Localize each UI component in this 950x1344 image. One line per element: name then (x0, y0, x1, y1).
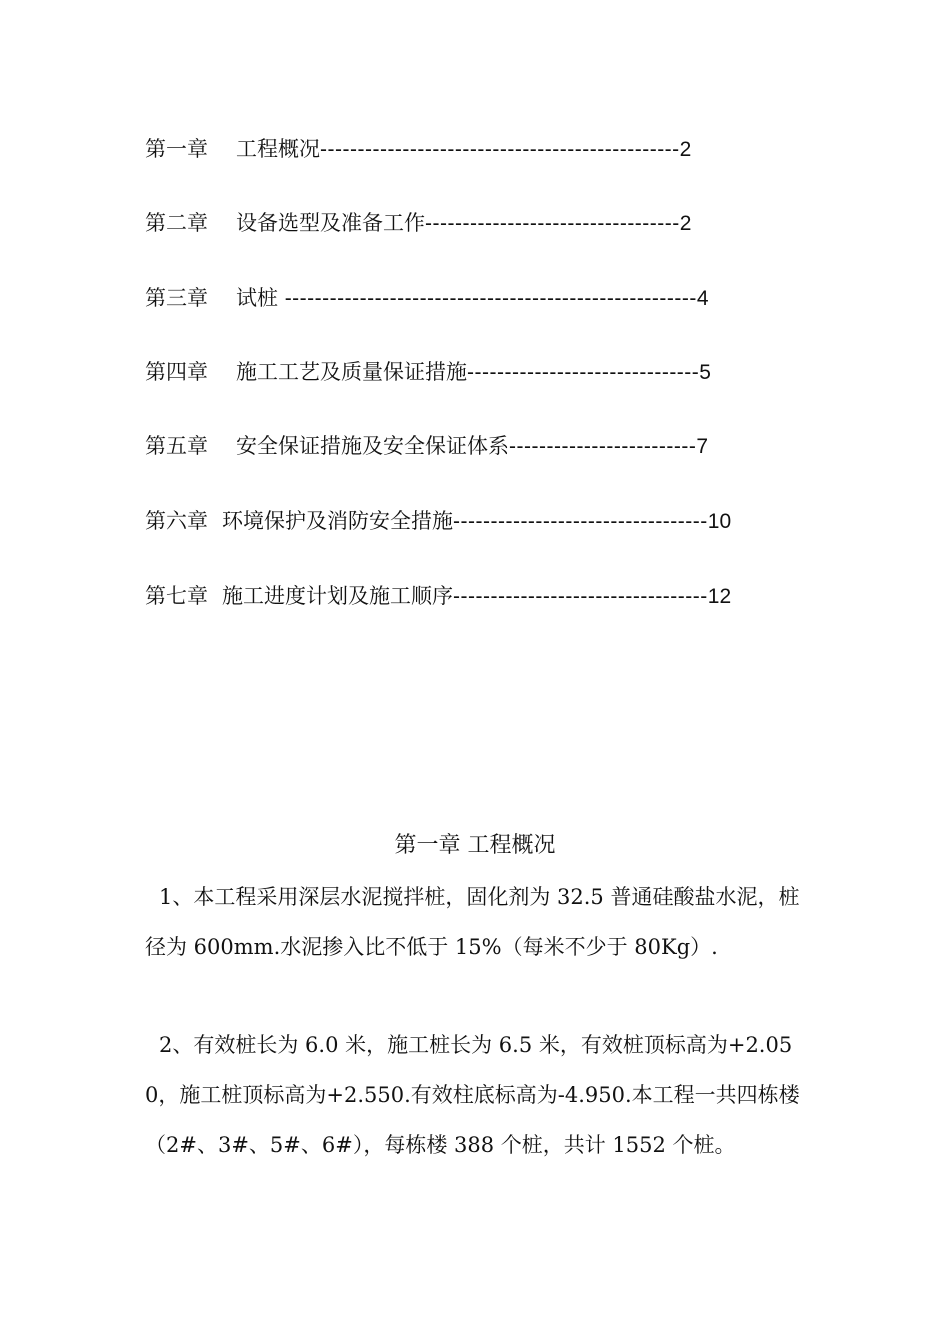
toc-entry-2[interactable] (145, 208, 691, 239)
toc-leader: ------------------------- (509, 435, 697, 458)
toc-entry-5[interactable] (145, 431, 708, 462)
toc-title: 试桩 (236, 286, 285, 310)
toc-leader: ---------------------------------- (425, 212, 680, 235)
toc-entry-4[interactable] (145, 357, 711, 388)
toc-page-number: 7 (696, 435, 709, 458)
toc-leader: ------------------------------------------------------- (284, 287, 697, 310)
toc-entry-3[interactable] (145, 283, 709, 314)
toc-entry-6[interactable] (145, 506, 731, 537)
toc-entry-7[interactable] (145, 581, 731, 612)
toc-page-number: 10 (707, 510, 732, 533)
toc-title: 设备选型及准备工作 (236, 211, 425, 235)
toc-title: 安全保证措施及安全保证体系 (236, 434, 509, 458)
toc-chapter: 第一章 (145, 137, 208, 161)
toc-chapter: 第六章 (145, 509, 208, 533)
paragraph-1: 1、本工程采用深层水泥搅拌桩，固化剂为 32.5 普通硅酸盐水泥，桩径为 600mm.水泥掺入比不低于 15%（每米不少于 80Kg）. (145, 885, 800, 959)
toc-chapter: 第五章 (145, 434, 208, 458)
toc-title: 施工工艺及质量保证措施 (236, 360, 467, 384)
toc-chapter: 第四章 (145, 360, 208, 384)
toc-page-number: 12 (707, 585, 732, 608)
toc-leader: ---------------------------------- (453, 585, 708, 608)
paragraph-2: 2、有效桩长为 6.0 米，施工桩长为 6.5 米，有效桩顶标高为+2.050，施工桩顶标高为+2.550.有效柱底标高为-4.950.本工程一共四栋楼（2#、3#、5#、6#），每栋楼 388 个桩，共计 1552 个桩。 (145, 1033, 800, 1157)
toc-title: 施工进度计划及施工顺序 (222, 584, 453, 608)
toc-chapter: 第三章 (145, 286, 208, 310)
toc-page-number: 2 (679, 138, 692, 161)
toc-leader: ------------------------------- (467, 361, 700, 384)
toc-title: 工程概况 (236, 137, 320, 161)
toc-page-number: 2 (679, 212, 692, 235)
toc-chapter: 第七章 (145, 584, 208, 608)
toc-title: 环境保护及消防安全措施 (222, 509, 453, 533)
toc-page-number: 5 (699, 361, 711, 384)
chapter-heading: 第一章 工程概况 (394, 833, 556, 858)
toc-chapter: 第二章 (145, 211, 208, 235)
toc-entry-1[interactable] (145, 134, 691, 165)
toc-leader: ---------------------------------- (453, 510, 708, 533)
toc-leader: ------------------------------------------------ (320, 138, 680, 161)
toc-page-number: 4 (696, 287, 709, 310)
